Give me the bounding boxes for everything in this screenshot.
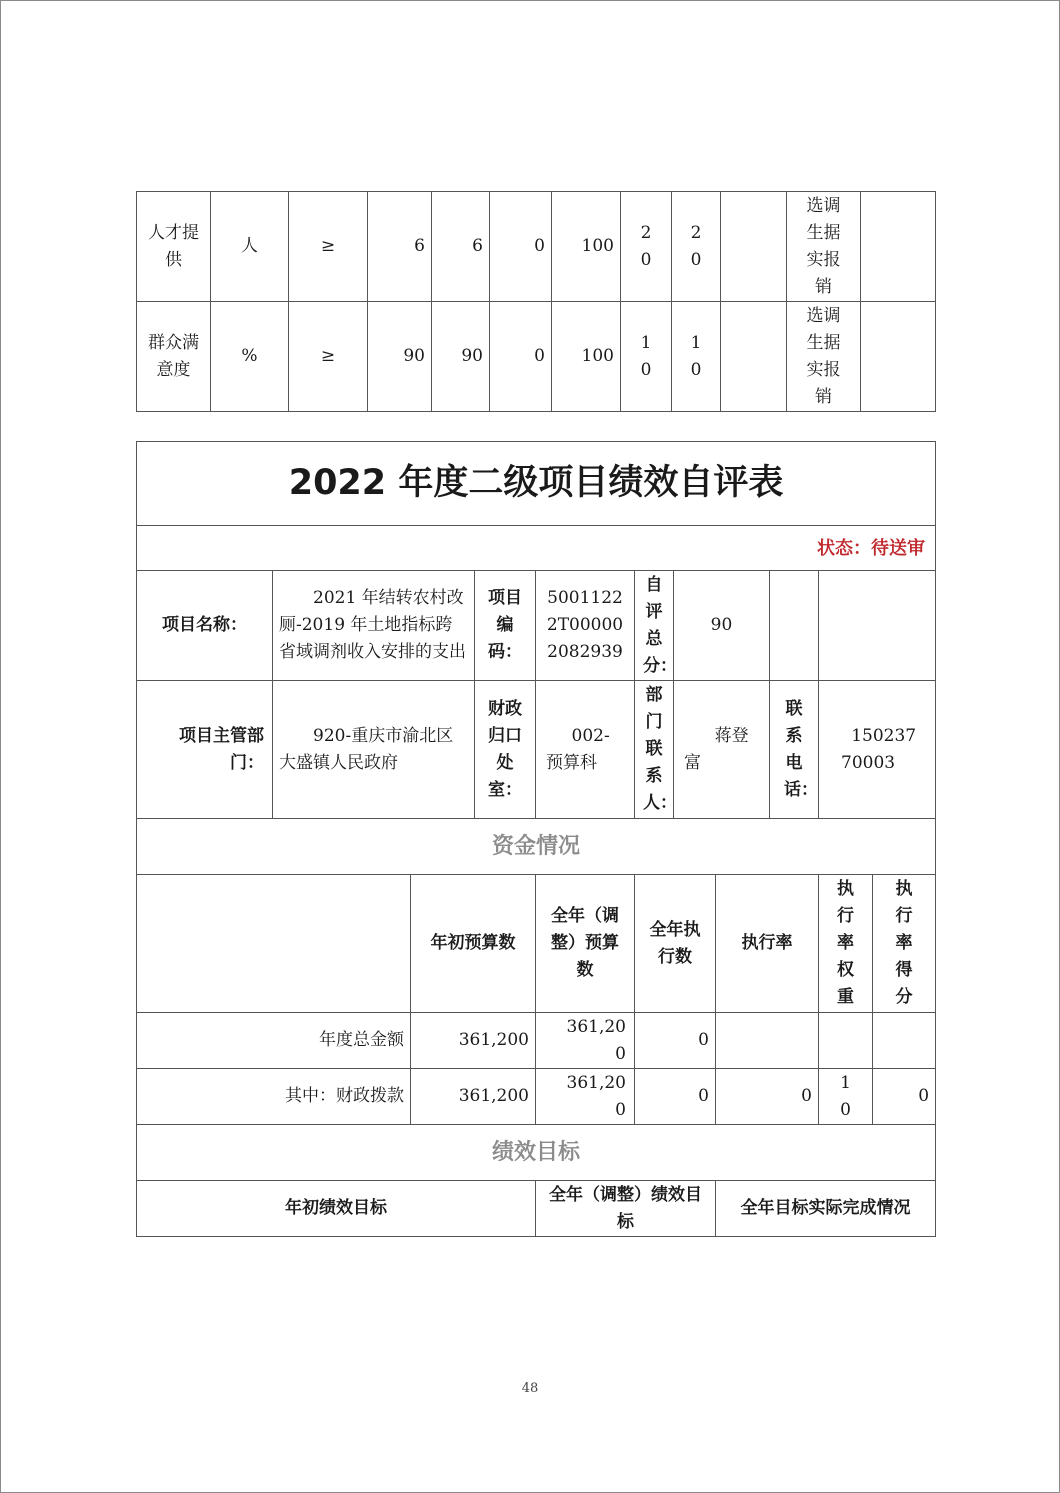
fund-score bbox=[873, 1013, 936, 1069]
fund-rate: 0 bbox=[716, 1069, 819, 1125]
header-actual-completion: 全年目标实际完成情况 bbox=[716, 1181, 936, 1237]
self-score-value: 90 bbox=[674, 571, 770, 681]
contact-value: 蒋登富 bbox=[674, 681, 770, 819]
fund-initial: 361,200 bbox=[411, 1069, 536, 1125]
indicator-deviation: 0 bbox=[490, 192, 552, 302]
indicator-operator: ≥ bbox=[289, 302, 368, 412]
indicator-actual: 6 bbox=[432, 192, 490, 302]
fund-row-label: 其中：财政拨款 bbox=[137, 1069, 411, 1125]
fund-adjusted: 361,200 bbox=[536, 1069, 635, 1125]
phone-label: 联系电话： bbox=[770, 681, 819, 819]
indicator-rate: 100 bbox=[552, 302, 621, 412]
indicator-target: 6 bbox=[368, 192, 432, 302]
fund-row-label: 年度总金额 bbox=[137, 1013, 411, 1069]
empty-cell bbox=[137, 875, 411, 1013]
indicator-name: 群众满意度 bbox=[137, 302, 211, 412]
status-row bbox=[137, 526, 936, 571]
indicator-score: 10 bbox=[672, 302, 721, 412]
department-label: 项目主管部门： bbox=[137, 681, 273, 819]
project-row bbox=[137, 571, 936, 681]
status-badge: 状态：待送审 bbox=[137, 526, 936, 571]
funds-header-row bbox=[137, 875, 936, 1013]
header-execution-rate: 执行率 bbox=[716, 875, 819, 1013]
indicator-weight: 20 bbox=[621, 192, 672, 302]
indicator-actual: 90 bbox=[432, 302, 490, 412]
indicator-score: 20 bbox=[672, 192, 721, 302]
funds-section-title: 资金情况 bbox=[137, 819, 936, 875]
goals-section-row bbox=[137, 1125, 936, 1181]
indicator-unit: % bbox=[211, 302, 289, 412]
project-name-value: 2021 年结转农村改厕-2019 年土地指标跨省域调剂收入安排的支出 bbox=[273, 571, 475, 681]
indicator-name: 人才提供 bbox=[137, 192, 211, 302]
department-row bbox=[137, 681, 936, 819]
form-title: 2022 年度二级项目绩效自评表 bbox=[137, 442, 936, 526]
table-row bbox=[137, 302, 936, 412]
fund-rate bbox=[716, 1013, 819, 1069]
indicator-deviation: 0 bbox=[490, 302, 552, 412]
fund-weight bbox=[819, 1013, 873, 1069]
fund-weight: 10 bbox=[819, 1069, 873, 1125]
project-code-value: 50011222T000002082939 bbox=[536, 571, 635, 681]
table-row bbox=[137, 1069, 936, 1125]
table-row bbox=[137, 1013, 936, 1069]
goals-header-row bbox=[137, 1181, 936, 1237]
department-value: 920-重庆市渝北区大盛镇人民政府 bbox=[273, 681, 475, 819]
finance-office-label: 财政归口处室： bbox=[475, 681, 536, 819]
project-name-label: 项目名称： bbox=[137, 571, 273, 681]
fund-adjusted: 361,200 bbox=[536, 1013, 635, 1069]
self-score-label: 自评总分： bbox=[635, 571, 674, 681]
header-rate-weight: 执行率权重 bbox=[819, 875, 873, 1013]
indicator-note: 选调生据实报销 bbox=[787, 302, 861, 412]
project-code-label: 项目编码： bbox=[475, 571, 536, 681]
indicator-blank bbox=[721, 302, 787, 412]
header-rate-score: 执行率得分 bbox=[873, 875, 936, 1013]
indicator-operator: ≥ bbox=[289, 192, 368, 302]
self-evaluation-form bbox=[136, 441, 936, 1237]
funds-section-row bbox=[137, 819, 936, 875]
indicator-weight: 10 bbox=[621, 302, 672, 412]
indicator-table bbox=[136, 191, 936, 412]
phone-value: 15023770003 bbox=[819, 681, 936, 819]
indicator-note: 选调生据实报销 bbox=[787, 192, 861, 302]
finance-office-value: 002-预算科 bbox=[536, 681, 635, 819]
title-row bbox=[137, 442, 936, 526]
goals-section-title: 绩效目标 bbox=[137, 1125, 936, 1181]
header-initial-budget: 年初预算数 bbox=[411, 875, 536, 1013]
contact-label: 部门联系人： bbox=[635, 681, 674, 819]
indicator-target: 90 bbox=[368, 302, 432, 412]
fund-executed: 0 bbox=[635, 1069, 716, 1125]
fund-executed: 0 bbox=[635, 1013, 716, 1069]
empty-cell bbox=[770, 571, 819, 681]
fund-initial: 361,200 bbox=[411, 1013, 536, 1069]
indicator-extra bbox=[861, 302, 936, 412]
page-number: 48 bbox=[521, 1381, 539, 1396]
header-executed: 全年执行数 bbox=[635, 875, 716, 1013]
header-adjusted-goal: 全年（调整）绩效目标 bbox=[536, 1181, 716, 1237]
table-row bbox=[137, 192, 936, 302]
header-adjusted-budget: 全年（调整）预算数 bbox=[536, 875, 635, 1013]
header-initial-goal: 年初绩效目标 bbox=[137, 1181, 536, 1237]
indicator-blank bbox=[721, 192, 787, 302]
indicator-extra bbox=[861, 192, 936, 302]
empty-cell bbox=[819, 571, 936, 681]
fund-score: 0 bbox=[873, 1069, 936, 1125]
indicator-rate: 100 bbox=[552, 192, 621, 302]
indicator-unit: 人 bbox=[211, 192, 289, 302]
